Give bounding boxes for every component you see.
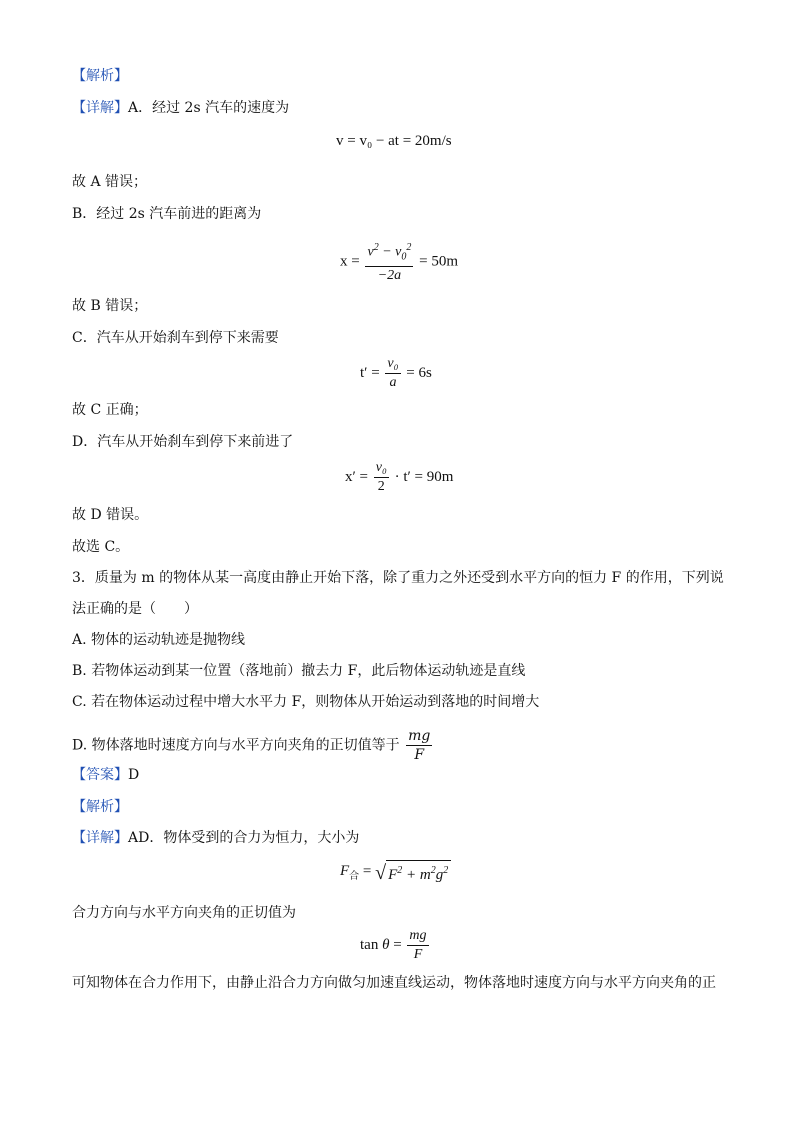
detail-paragraph bbox=[72, 98, 289, 118]
eq3-denominator: a bbox=[389, 375, 397, 390]
eq-force-symbol: $F_合$ bbox=[340, 863, 360, 883]
option-c-explanation: C．汽车从开始刹车到停下来需要 bbox=[72, 330, 279, 346]
eq4-denominator: 2 bbox=[377, 479, 385, 494]
question-3-stem-cont: 法正确的是（ ） bbox=[72, 601, 198, 617]
eq4-numerator: v₀ bbox=[374, 460, 389, 478]
conclusion-d: 故 D 错误。 bbox=[72, 507, 149, 523]
eq5-lhs: tan θ = bbox=[360, 936, 402, 953]
option-d-denominator: F bbox=[414, 747, 425, 763]
answer-tag: 【答案】 bbox=[72, 767, 128, 783]
eq5-fraction bbox=[407, 928, 428, 963]
question-3-option-b: B. 若物体运动到某一位置（落地前）撤去力 F，此后物体运动轨迹是直线 bbox=[72, 663, 526, 679]
eq-sqrt bbox=[375, 860, 451, 884]
equation-tan bbox=[360, 928, 431, 963]
equation-velocity: v = v₀ − at = 20m/s bbox=[336, 133, 452, 149]
question-3-option-d bbox=[72, 728, 434, 763]
eq4-lhs: x′ = bbox=[345, 468, 368, 485]
eq4-fraction bbox=[374, 460, 389, 495]
eq2-lhs: x = bbox=[340, 253, 360, 270]
detail-tag-2: 【详解】 bbox=[72, 830, 128, 846]
option-d-fraction bbox=[406, 728, 432, 763]
eq3-fraction bbox=[385, 356, 400, 391]
analysis-heading: 【解析】 bbox=[72, 68, 128, 84]
conclusion-b: 故 B 错误； bbox=[72, 298, 148, 314]
answer-value: D bbox=[128, 767, 140, 783]
equation-time bbox=[360, 356, 432, 391]
eq3-numerator: v₀ bbox=[385, 356, 400, 374]
eq4-rhs: · t′ = 90m bbox=[394, 468, 454, 485]
detail-text: A．经过 2s 汽车的速度为 bbox=[128, 100, 290, 116]
eq2-denominator: −2a bbox=[377, 268, 402, 284]
option-b-explanation: B．经过 2s 汽车前进的距离为 bbox=[72, 206, 262, 222]
option-d-numerator: mg bbox=[408, 728, 431, 744]
answer-line bbox=[72, 765, 139, 785]
detail-text-2: AD．物体受到的合力为恒力，大小为 bbox=[128, 830, 360, 846]
tan-intro: 合力方向与水平方向夹角的正切值为 bbox=[72, 905, 296, 921]
option-d-explanation: D．汽车从开始刹车到停下来前进了 bbox=[72, 434, 294, 450]
detail-tag: 【详解】 bbox=[72, 100, 128, 116]
question-3-option-a: A. 物体的运动轨迹是抛物线 bbox=[72, 632, 246, 648]
final-choice: 故选 C。 bbox=[72, 539, 130, 555]
detail-paragraph-2 bbox=[72, 828, 359, 848]
conclusion-c: 故 C 正确； bbox=[72, 402, 148, 418]
sqrt-body: $F^2 + m^2g^2$ bbox=[386, 860, 451, 884]
eq2-rhs: = 50m bbox=[419, 253, 458, 270]
eq2-fraction bbox=[365, 240, 413, 284]
conclusion-a: 故 A 错误； bbox=[72, 174, 148, 190]
option-d-text: D. 物体落地时速度方向与水平方向夹角的正切值等于 bbox=[72, 737, 400, 754]
sqrt-sign: √ bbox=[375, 862, 387, 884]
eq3-lhs: t′ = bbox=[360, 364, 380, 381]
equation-displacement bbox=[345, 460, 453, 495]
eq5-numerator: mg bbox=[407, 928, 428, 946]
final-paragraph: 可知物体在合力作用下，由静止沿合力方向做匀加速直线运动，物体落地时速度方向与水平方向夹角的正 bbox=[72, 975, 716, 991]
eq5-denominator: F bbox=[413, 947, 423, 962]
equation-distance bbox=[340, 240, 458, 284]
question-3-stem: 3．质量为 m 的物体从某一高度由静止开始下落，除了重力之外还受到水平方向的恒力 F 的作用，下列说 bbox=[72, 570, 724, 586]
analysis-heading-2: 【解析】 bbox=[72, 799, 128, 815]
equation-resultant-force: $F_合$ = √ $F^2 + m^2g^2$ bbox=[340, 860, 451, 884]
question-3-option-c: C. 若在物体运动过程中增大水平力 F，则物体从开始运动到落地的时间增大 bbox=[72, 694, 540, 710]
eq2-numerator: $v^2 - v_0^2$ bbox=[365, 240, 413, 267]
eq3-rhs: = 6s bbox=[406, 364, 432, 381]
